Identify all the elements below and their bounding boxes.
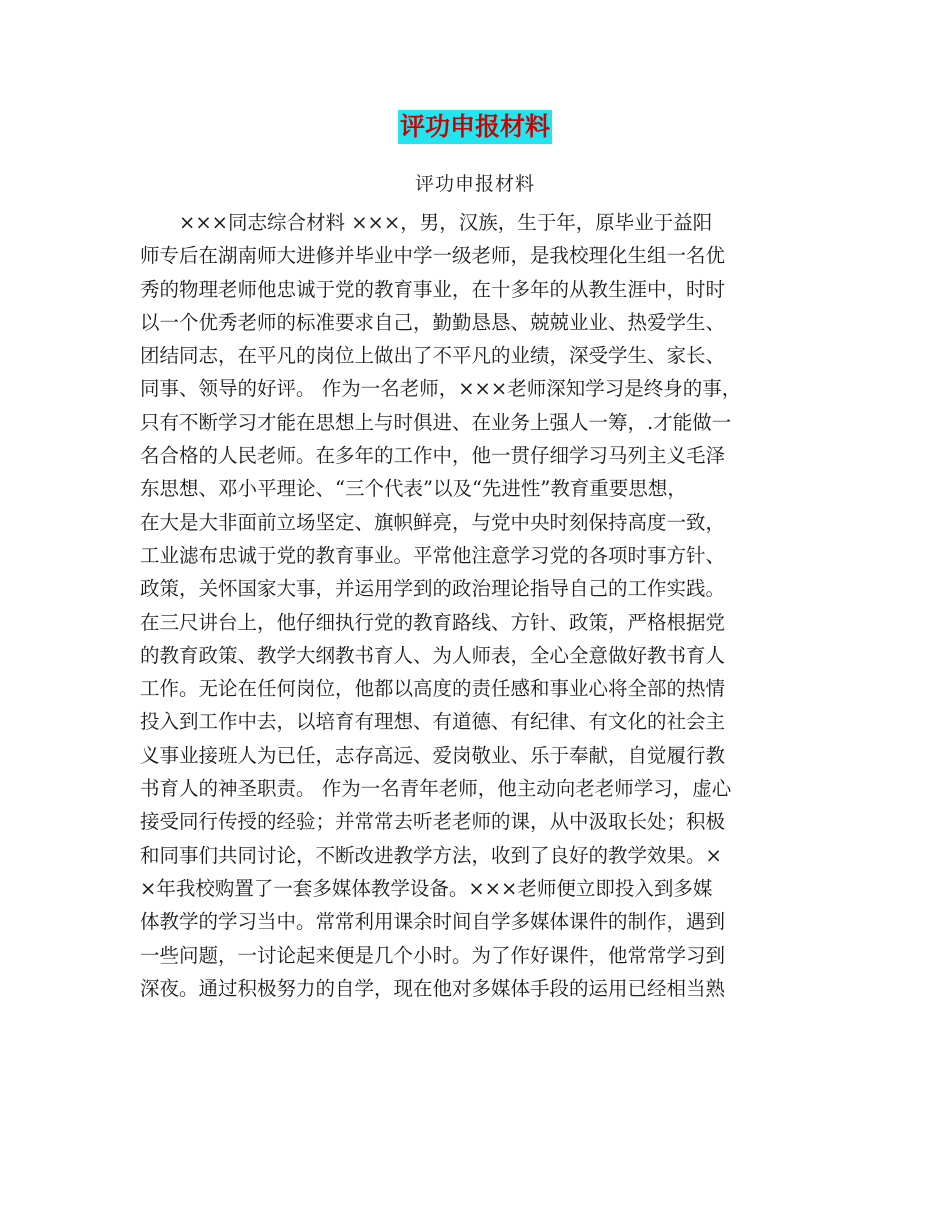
body-line: 东思想、邓小平理论、“三个代表”以及“先进性”教育重要思想， — [140, 477, 687, 501]
body-line: 团结同志，在平凡的岗位上做出了不平凡的业绩，深受学生、家长、 — [140, 344, 726, 368]
document-body — [140, 206, 820, 1005]
body-line: 接受同行传授的经验；并常常去听老老师的课，从中汲取长处；积极 — [140, 810, 726, 834]
body-line: 师专后在湖南师大进修并毕业中学一级老师，是我校理化生组一名优 — [140, 244, 726, 268]
body-line: 义事业接班人为已任，志存高远、爱岗敬业、乐于奉献，自觉履行教 — [140, 743, 726, 767]
body-line: 秀的物理老师他忠诚于党的教育事业，在十多年的从教生涯中，时时 — [140, 277, 726, 301]
body-line: 政策，关怀国家大事，并运用学到的政治理论指导自己的工作实践。 — [140, 577, 726, 601]
body-line: 工作。无论在任何岗位，他都以高度的责任感和事业心将全部的热情 — [140, 677, 726, 701]
body-line: ×××同志综合材料 ×××，男，汉族，生于年，原毕业于益阳 — [140, 211, 713, 234]
body-line: 书育人的神圣职责。 作为一名青年老师，他主动向老老师学习，虚心 — [140, 777, 732, 801]
body-line: 在三尺讲台上，他仔细执行党的教育路线、方针、政策，严格根据党 — [140, 610, 726, 634]
body-line: 和同事们共同讨论，不断改进教学方法，收到了良好的教学效果。× — [140, 843, 722, 867]
body-line: 深夜。通过积极努力的自学，现在他对多媒体手段的运用已经相当熟 — [140, 976, 726, 1000]
body-line: 工业滤布忠诚于党的教育事业。平常他注意学习党的各项时事方针、 — [140, 543, 726, 567]
body-line: 名合格的人民老师。在多年的工作中，他一贯仔细学习马列主义毛泽 — [140, 444, 726, 468]
body-line: 在大是大非面前立场坚定、旗帜鲜亮，与党中央时刻保持高度一致， — [140, 510, 726, 534]
body-line: 同事、领导的好评。 作为一名老师，×××老师深知学习是终身的事， — [140, 377, 742, 401]
body-line: 只有不断学习才能在思想上与时俱进、在业务上强人一筹，.才能做一 — [140, 410, 732, 434]
document-subtitle: 评功申报材料 — [414, 173, 535, 195]
body-line: 体教学的学习当中。常常利用课余时间自学多媒体课件的制作，遇到 — [140, 910, 726, 934]
document-title: 评功申报材料 — [398, 110, 552, 144]
body-line: 一些问题，一讨论起来便是几个小时。为了作好课件，他常常学习到 — [140, 943, 726, 967]
body-line: 投入到工作中去，以培育有理想、有道德、有纪律、有文化的社会主 — [140, 710, 726, 734]
body-line: 以一个优秀老师的标准要求自己，勤勤恳恳、兢兢业业、热爱学生、 — [140, 310, 726, 334]
body-line: ×年我校购置了一套多媒体教学设备。×××老师便立即投入到多媒 — [140, 876, 713, 900]
body-line: 的教育政策、教学大纲教书育人、为人师表，全心全意做好教书育人 — [140, 643, 726, 667]
title-container — [0, 110, 950, 144]
